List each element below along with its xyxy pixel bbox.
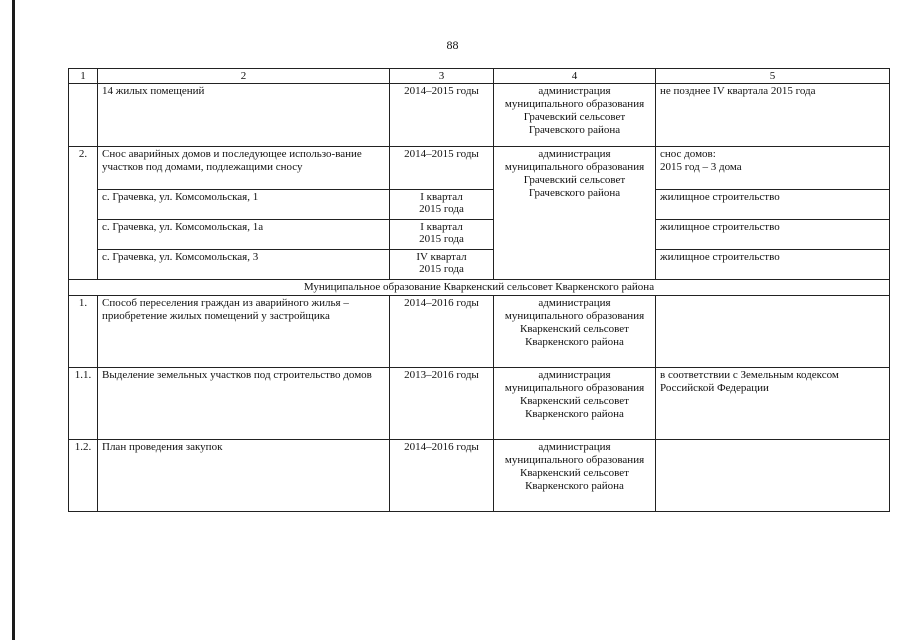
table-row bbox=[69, 368, 890, 440]
table-row bbox=[69, 440, 890, 512]
period-cell: 2013–2016 годы bbox=[390, 368, 494, 440]
period-cell: I квартал 2015 года bbox=[390, 220, 494, 250]
table-row bbox=[69, 296, 890, 368]
result-cell: жилищное строительство bbox=[656, 250, 890, 280]
table-row bbox=[69, 250, 890, 280]
period-cell: 2014–2015 годы bbox=[390, 84, 494, 147]
responsible-cell: администрация муниципального образования Грачевский сельсовет Грачевского района bbox=[494, 84, 656, 147]
period-cell: 2014–2016 годы bbox=[390, 296, 494, 368]
responsible-cell: администрация муниципального образования Грачевский сельсовет Грачевского района bbox=[494, 147, 656, 280]
responsible-cell: администрация муниципального образования Кваркенский сельсовет Кваркенского района bbox=[494, 368, 656, 440]
result-cell: жилищное строительство bbox=[656, 190, 890, 220]
responsible-cell: администрация муниципального образования Кваркенский сельсовет Кваркенского района bbox=[494, 296, 656, 368]
table-row bbox=[69, 84, 890, 147]
header-col-1: 1 bbox=[69, 69, 98, 84]
row-number: 1.2. bbox=[69, 440, 98, 512]
header-col-5: 5 bbox=[656, 69, 890, 84]
result-cell: не позднее IV квартала 2015 года bbox=[656, 84, 890, 147]
row-number: 1.1. bbox=[69, 368, 98, 440]
measure-cell: Снос аварийных домов и последующее использо-вание участков под домами, подлежащими сносу bbox=[98, 147, 390, 190]
row-number: 2. bbox=[69, 147, 98, 280]
measure-cell: 14 жилых помещений bbox=[98, 84, 390, 147]
period-cell: IV квартал 2015 года bbox=[390, 250, 494, 280]
page-number: 88 bbox=[446, 38, 459, 52]
result-cell: снос домов: 2015 год – 3 дома bbox=[656, 147, 890, 190]
measure-cell: с. Грачевка, ул. Комсомольская, 1 bbox=[98, 190, 390, 220]
binder-edge-line bbox=[12, 0, 15, 640]
responsible-cell: администрация муниципального образования Кваркенский сельсовет Кваркенского района bbox=[494, 440, 656, 512]
header-col-4: 4 bbox=[494, 69, 656, 84]
period-cell: 2014–2015 годы bbox=[390, 147, 494, 190]
result-cell bbox=[656, 440, 890, 512]
result-cell: в соответствии с Земельным кодексом Российской Федерации bbox=[656, 368, 890, 440]
result-cell: жилищное строительство bbox=[656, 220, 890, 250]
table-row bbox=[69, 190, 890, 220]
measure-cell: Выделение земельных участков под строительство домов bbox=[98, 368, 390, 440]
period-cell: I квартал 2015 года bbox=[390, 190, 494, 220]
row-number bbox=[69, 84, 98, 147]
header-col-2: 2 bbox=[98, 69, 390, 84]
measure-cell: с. Грачевка, ул. Комсомольская, 3 bbox=[98, 250, 390, 280]
measures-table bbox=[68, 68, 890, 512]
measure-cell: с. Грачевка, ул. Комсомольская, 1а bbox=[98, 220, 390, 250]
table-row bbox=[69, 147, 890, 190]
table-header-row bbox=[69, 69, 890, 84]
table-row bbox=[69, 220, 890, 250]
result-cell bbox=[656, 296, 890, 368]
measure-cell: План проведения закупок bbox=[98, 440, 390, 512]
measure-cell: Способ переселения граждан из аварийного жилья – приобретение жилых помещений у застройщика bbox=[98, 296, 390, 368]
section-row bbox=[69, 280, 890, 296]
row-number: 1. bbox=[69, 296, 98, 368]
section-title: Муниципальное образование Кваркенский сельсовет Кваркенского района bbox=[69, 280, 890, 296]
header-col-3: 3 bbox=[390, 69, 494, 84]
period-cell: 2014–2016 годы bbox=[390, 440, 494, 512]
